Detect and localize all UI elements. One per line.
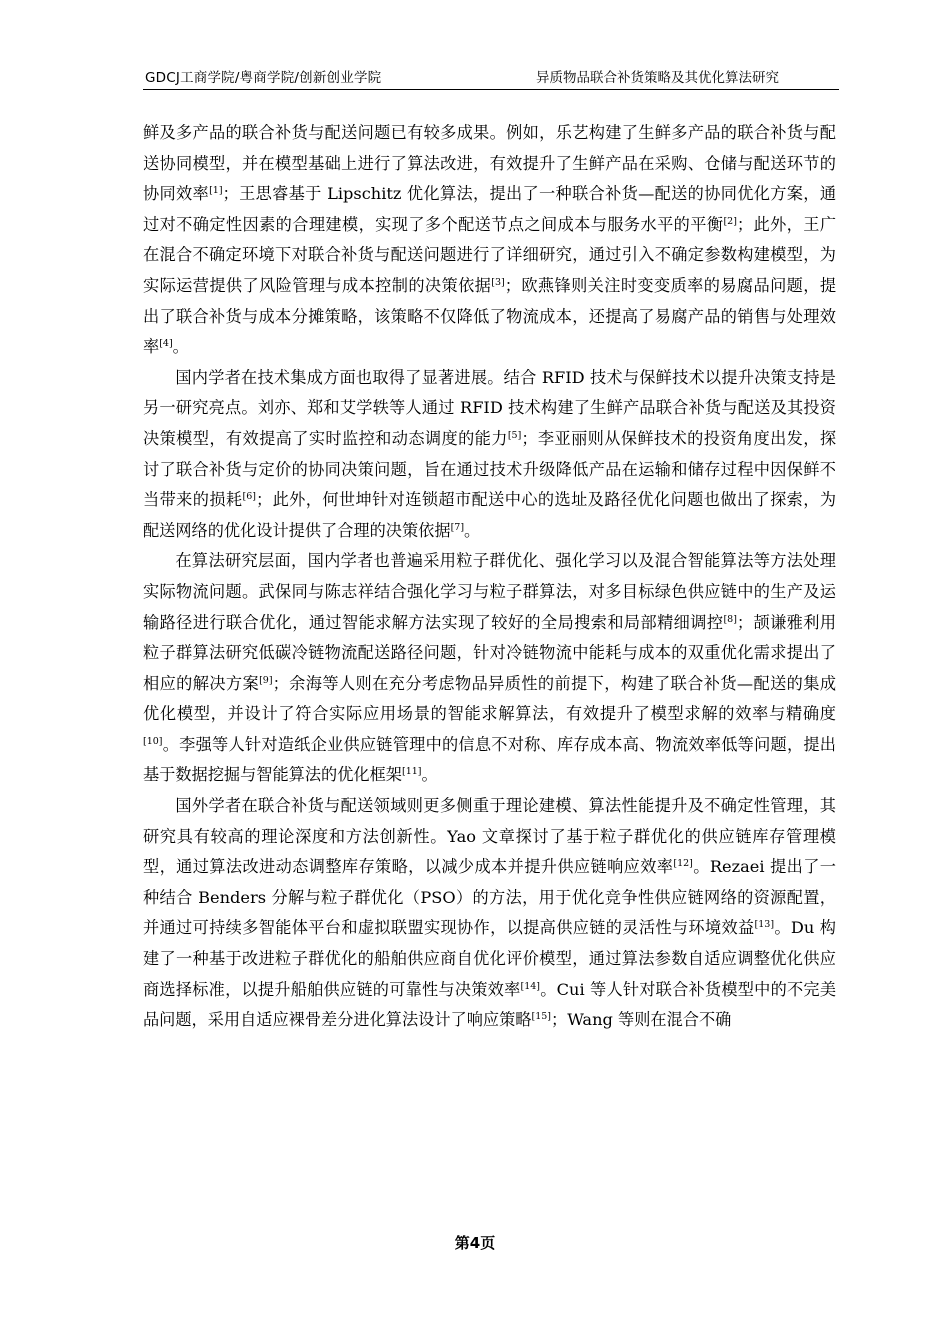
running-header — [143, 64, 839, 86]
paragraph-text: ；王思睿基于 Lipschitz 优化算法，提出了一种联合补货—配送的协同优化方案，通过对不确定性因素的合理建模，实现了多个配送节点之间成本与服务水平的平衡 — [143, 184, 837, 234]
header-divider — [143, 89, 839, 90]
paragraph-text: 国内学者在技术集成方面也取得了显著进展。结合 RFID 技术与保鲜技术以提升决策支持是另一研究亮点。刘亦、郑和艾学轶等人通过 RFID 技术构建了生鲜产品联合补货与配送及其投资决策模型，有效提高了实时监控和动态调度的能力 — [143, 367, 836, 448]
citation-reference: [4] — [159, 338, 173, 350]
citation-reference: [14] — [520, 980, 541, 992]
citation-reference: [3] — [491, 276, 505, 288]
paragraph-text: ；余海等人则在充分考虑物品异质性的前提下，构建了联合补货—配送的集成优化模型，并设计了符合实际应用场景的智能求解算法，有效提升了模型求解的效率与精确度 — [143, 673, 837, 724]
citation-reference: [1] — [209, 185, 223, 197]
citation-reference: [13] — [754, 919, 775, 931]
paragraph-text: ；颉谦雅利用粒子群算法研究低碳冷链物流配送路径问题，针对冷链物流中能耗与成本的双重优化需求提出了相应的解决方案 — [143, 612, 837, 693]
paragraph-text: ；欧燕锋则关注时变变质率的易腐品问题，提出了联合补货与成本分摊策略，该策略不仅降低了物流成本，还提高了易腐产品的销售与处理效率 — [143, 275, 837, 357]
citation-reference: [6] — [242, 491, 256, 503]
citation-reference: [7] — [450, 521, 465, 533]
paragraph-text: 国外学者在联合补货与配送领域则更多侧重于理论建模、算法性能提升及不确定性管理，其研究具有较高的理论深度和方法创新性。Yao 文章探讨了基于粒子群优化的供应链库存管理模型，通过算法改进动态调整库存策略，以减少成本并提升供应链响应效率 — [143, 796, 836, 877]
paragraph-text: ；李亚丽则从保鲜技术的投资角度出发，探讨了联合补货与定价的协同决策问题，旨在通过技术升级降低产品在运输和储存过程中因保鲜不当带来的损耗 — [143, 428, 837, 510]
page-number: 第4页 — [454, 1234, 496, 1252]
citation-reference: [8] — [723, 613, 737, 625]
paragraph-text: ；此外，王广在混合不确定环境下对联合补货与配送问题进行了详细研究，通过引入不确定参数构建模型，为实际运营提供了风险管理与成本控制的决策依据 — [143, 214, 837, 295]
citation-reference: [5] — [507, 429, 522, 441]
paragraph-text: 。Cui 等人针对联合补货模型中的不完美品问题，采用自适应裸骨差分进化算法设计了响应策略 — [143, 979, 837, 1030]
paragraph-text: 。 — [172, 337, 189, 357]
citation-reference: [9] — [259, 674, 273, 686]
citation-reference: [10] — [143, 735, 163, 747]
citation-reference: [11] — [402, 766, 422, 778]
paragraph-text: 。Du 构建了一种基于改进粒子群优化的船舶供应商自优化评价模型，通过算法参数自适应调整优化供应商选择标准，以提升船舶供应链的可靠性与决策效率 — [143, 918, 836, 999]
body-text — [143, 118, 836, 1036]
paragraph-text: ；此外，何世坤针对连锁超市配送中心的选址及路径优化问题也做出了探索，为配送网络的优化设计提供了合理的决策依据 — [143, 490, 837, 540]
paragraph-text: ；Wang 等则在混合不确 — [551, 1010, 732, 1030]
citation-reference: [2] — [723, 215, 737, 227]
paragraph-text: 。Rezaei 提出了一种结合 Benders 分解与粒子群优化（PSO）的方法，用于优化竞争性供应链网络的资源配置，并通过可持续多智能体平台和虚拟联盟实现协作，以提高供应链的灵活性与环境效益 — [143, 857, 836, 938]
paragraph — [143, 546, 836, 791]
paragraph — [143, 791, 836, 1036]
header-thesis-title: 异质物品联合补货策略及其优化算法研究 — [536, 70, 779, 86]
paragraph-text: 。 — [464, 520, 481, 540]
paragraph-text: 鲜及多产品的联合补货与配送问题已有较多成果。例如，乐艺构建了生鲜多产品的联合补货与配送协同模型，并在模型基础上进行了算法改进，有效提升了生鲜产品在采购、仓储与配送环节的协同效率 — [143, 123, 836, 204]
paragraph — [143, 363, 836, 547]
header-institution: GDCJ工商学院/粤商学院/创新创业学院 — [145, 70, 382, 86]
citation-reference: [15] — [531, 1011, 552, 1023]
paragraph-text: 。李强等人针对造纸企业供应链管理中的信息不对称、库存成本高、物流效率低等问题，提出基于数据挖掘与智能算法的优化框架 — [143, 734, 836, 785]
citation-reference: [12] — [673, 858, 693, 870]
paragraph-text: 在算法研究层面，国内学者也普遍采用粒子群优化、强化学习以及混合智能算法等方法处理实际物流问题。武保同与陈志祥结合强化学习与粒子群算法，对多目标绿色供应链中的生产及运输路径进行联合优化，通过智能求解方法实现了较好的全局搜索和局部精细调控 — [143, 551, 836, 632]
paragraph-text: 。 — [421, 765, 438, 785]
paragraph — [143, 118, 836, 363]
